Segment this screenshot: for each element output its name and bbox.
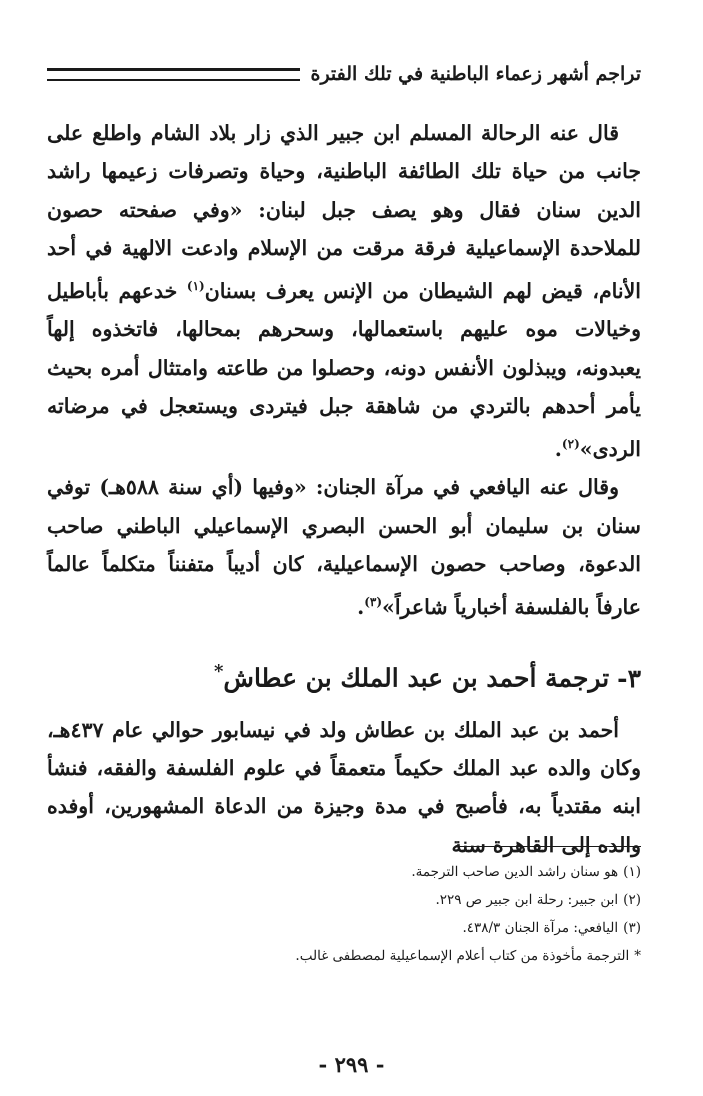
footnote-3 [47, 914, 641, 942]
paragraph-end: . [357, 595, 365, 620]
section-star-marker: * [214, 661, 224, 683]
paragraph-text: قال عنه الرحالة المسلم ابن جبير الذي زار بلاد الشام واطلع على جانب من حياة تلك الطائفة الباطنية، وحياة وتصرفات زعيمها راشد الدين سنان فقال وهو يصف جبل لبنان: «وفي صفحته حصون للملاحدة الإسماعيلية فرقة مرقت من الإسلام وادعت الالهية في أحد الأنام، قيض لهم الشيطان من الإنس يعرف بسنان [47, 121, 641, 304]
header-rule [47, 68, 300, 81]
running-header [47, 58, 641, 90]
footnote-text: ابن جبير: رحلة ابن جبير ص ٢٢٩. [435, 892, 619, 908]
page-number: - ٢٩٩ - [318, 1052, 385, 1077]
footnote-ref-2: (٢) [561, 437, 580, 452]
footnote-1 [47, 858, 641, 886]
body-text [47, 114, 641, 864]
footnote-2 [47, 886, 641, 914]
footnotes [47, 858, 641, 970]
paragraph-yafii-quote [47, 468, 641, 626]
paragraph-ahmad-bin-attash [47, 711, 641, 864]
paragraph-end: . [554, 437, 562, 462]
footnote-number: (٢) [623, 892, 641, 908]
footnote-number: * [634, 948, 641, 964]
paragraph-text: وقال عنه اليافعي في مرآة الجنان: «وفيها (أي سنة ٥٨٨هـ) توفي سنان بن سليمان أبو الحسن البصري الإسماعيلي الباطني صاحب الدعوة، وصاحب حصون الإسماعيلية، كان أديباً متفنناً متكلماً عالماً عارفاً بالفلسفة أخبارياً شاعراً» [47, 475, 641, 620]
footnote-number: (١) [623, 864, 641, 880]
footnote-ref-3: (٣) [364, 595, 383, 610]
section-heading [47, 650, 641, 700]
footnote-4 [47, 942, 641, 970]
paragraph-ibn-jubayr-quote [47, 114, 641, 468]
section-title: ترجمة أحمد بن عبد الملك بن عطاش [223, 663, 610, 693]
footnote-text: اليافعي: مرآة الجنان ٤٣٨/٣. [462, 920, 619, 936]
section-number: ٣- [617, 663, 641, 693]
footnote-text: هو سنان راشد الدين صاحب الترجمة. [411, 864, 619, 880]
paragraph-text: خدعهم بأباطيل وخيالات موه عليهم باستعمالها، وسحرهم بمحالها، فاتخذوه إلهاً يعبدونه، ويبذلون الأنفس دونه، وحصلوا من طاعته وامتثال أمره بحيث يأمر أحدهم بالتردي من شاهقة جبل فيتردى ويستعجل في مرضاته الردى» [47, 279, 641, 462]
footnote-number: (٣) [623, 920, 641, 936]
footnote-ref-1: (١) [186, 279, 205, 294]
footnote-rule [456, 846, 641, 847]
paragraph-text: أحمد بن عبد الملك بن عطاش ولد في نيسابور حوالي عام ٤٣٧هـ، وكان والده عبد الملك حكيماً متعمقاً في علوم الفلسفة والفقه، فنشأ ابنه مقتدياً به، فأصبح في مدة وجيزة من الدعاة المشهورين، أوفده والده إلى القاهرة سنة [47, 717, 641, 857]
running-title: تراجم أشهر زعماء الباطنية في تلك الفترة [310, 63, 641, 85]
footnote-text: الترجمة مأخوذة من كتاب أعلام الإسماعيلية لمصطفى غالب. [295, 948, 630, 964]
